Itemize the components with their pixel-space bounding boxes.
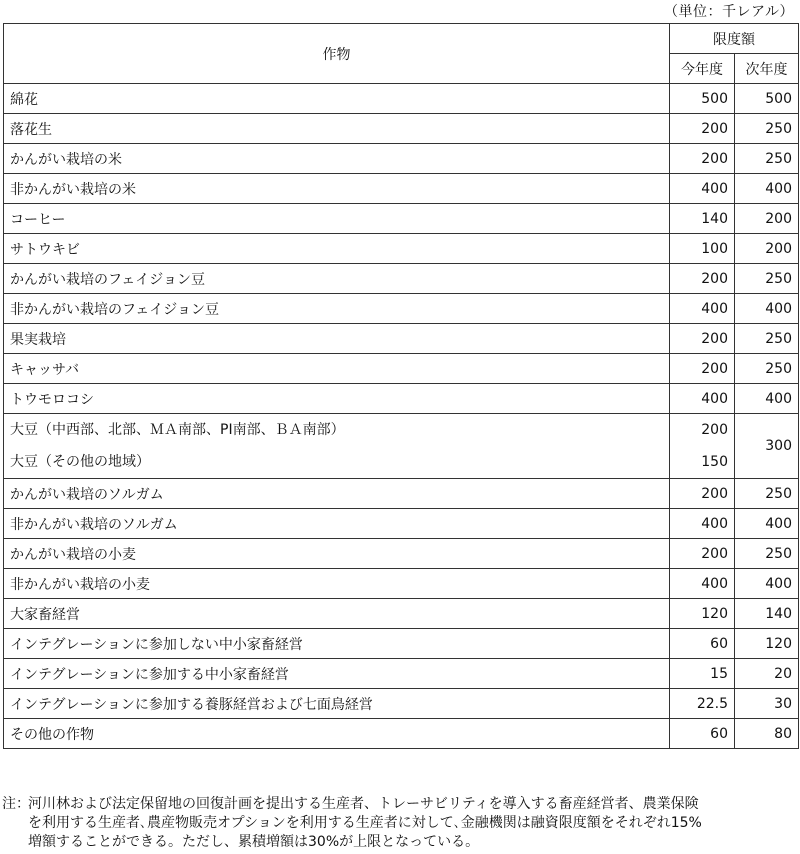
footnote-body: [28, 795, 798, 852]
next-year-value: 250: [735, 324, 799, 354]
next-year-value: 400: [735, 384, 799, 414]
crop-name: キャッサバ: [4, 354, 670, 384]
this-year-value: 15: [670, 659, 735, 689]
table-row: [4, 479, 799, 509]
soy-name-region-b: 大豆（その他の地域）: [10, 454, 150, 470]
crop-name: かんがい栽培のフェイジョン豆: [4, 264, 670, 294]
next-year-value: 250: [735, 114, 799, 144]
this-year-value: 200: [670, 479, 735, 509]
next-year-value: 120: [735, 629, 799, 659]
table-row: [4, 264, 799, 294]
footnote-label: 注：: [2, 796, 30, 812]
header-row: [4, 24, 799, 54]
next-year-value: 400: [735, 509, 799, 539]
table-row: [4, 659, 799, 689]
table-row: [4, 599, 799, 629]
unit-label: （単位：千レアル）: [664, 4, 794, 20]
soy-this-year-values: [670, 414, 735, 479]
next-year-value: 250: [735, 354, 799, 384]
footnote-line: 河川林および法定保留地の回復計画を提出する生産者、トレーサビリティを導入する畜産経営者、農業保険: [28, 796, 699, 812]
this-year-value: 60: [670, 629, 735, 659]
table-row: [4, 84, 799, 114]
this-year-value: 200: [670, 264, 735, 294]
footnote-line: 増額することができる。ただし、累積増額は30%が上限となっている。: [28, 834, 480, 850]
this-year-value: 400: [670, 174, 735, 204]
next-year-value: 140: [735, 599, 799, 629]
crop-name: かんがい栽培のソルガム: [4, 479, 670, 509]
crop-name: 綿花: [4, 84, 670, 114]
this-year-value: 400: [670, 569, 735, 599]
next-year-value: 300: [735, 414, 799, 479]
header-limit: 限度額: [670, 24, 799, 54]
table-row: [4, 144, 799, 174]
next-year-value: 80: [735, 719, 799, 749]
this-year-value: 400: [670, 384, 735, 414]
next-year-value: 200: [735, 234, 799, 264]
soy-crop-names: [4, 414, 670, 479]
table-row: [4, 234, 799, 264]
next-year-value: 200: [735, 204, 799, 234]
table-row: [4, 384, 799, 414]
crop-name: 落花生: [4, 114, 670, 144]
header-next-year: 次年度: [735, 54, 799, 84]
table-row: [4, 324, 799, 354]
crop-name: その他の作物: [4, 719, 670, 749]
table-row: [4, 354, 799, 384]
crop-name: インテグレーションに参加する中小家畜経営: [4, 659, 670, 689]
crop-name: インテグレーションに参加しない中小家畜経営: [4, 629, 670, 659]
crop-name: 非かんがい栽培のソルガム: [4, 509, 670, 539]
table-row: [4, 294, 799, 324]
crop-name: 非かんがい栽培の米: [4, 174, 670, 204]
table-row: [4, 204, 799, 234]
next-year-value: 250: [735, 264, 799, 294]
this-year-value: 100: [670, 234, 735, 264]
crop-name: 大家畜経営: [4, 599, 670, 629]
this-year-value: 200: [670, 144, 735, 174]
crop-name: 非かんがい栽培のフェイジョン豆: [4, 294, 670, 324]
table-row: [4, 569, 799, 599]
this-year-value: 200: [701, 422, 728, 438]
this-year-value: 150: [701, 454, 728, 470]
next-year-value: 250: [735, 539, 799, 569]
footnote-line: を利用する生産者､農産物販売オプションを利用する生産者に対して､金融機関は融資限度額をそれぞれ15%: [28, 815, 702, 831]
crop-name: サトウキビ: [4, 234, 670, 264]
soy-name-region-a: 大豆（中西部、北部、ＭＡ南部、PI南部、ＢＡ南部）: [10, 422, 345, 438]
next-year-value: 250: [735, 144, 799, 174]
credit-limit-table: [3, 23, 799, 749]
table-row: [4, 539, 799, 569]
crop-name: インテグレーションに参加する養豚経営および七面鳥経営: [4, 689, 670, 719]
this-year-value: 400: [670, 509, 735, 539]
table-row: [4, 689, 799, 719]
this-year-value: 200: [670, 354, 735, 384]
this-year-value: 200: [670, 324, 735, 354]
next-year-value: 250: [735, 479, 799, 509]
crop-name: かんがい栽培の米: [4, 144, 670, 174]
crop-name: 非かんがい栽培の小麦: [4, 569, 670, 599]
this-year-value: 200: [670, 114, 735, 144]
crop-name: コーヒー: [4, 204, 670, 234]
this-year-value: 22.5: [670, 689, 735, 719]
next-year-value: 500: [735, 84, 799, 114]
footnote: [2, 795, 798, 852]
this-year-value: 200: [670, 539, 735, 569]
table-row: [4, 114, 799, 144]
next-year-value: 400: [735, 294, 799, 324]
next-year-value: 20: [735, 659, 799, 689]
this-year-value: 140: [670, 204, 735, 234]
this-year-value: 60: [670, 719, 735, 749]
this-year-value: 500: [670, 84, 735, 114]
next-year-value: 400: [735, 569, 799, 599]
header-this-year: 今年度: [670, 54, 735, 84]
table-row: [4, 174, 799, 204]
soy-row: [4, 414, 799, 479]
table-row: [4, 629, 799, 659]
header-crop: 作物: [4, 24, 670, 84]
this-year-value: 120: [670, 599, 735, 629]
crop-name: トウモロコシ: [4, 384, 670, 414]
this-year-value: 400: [670, 294, 735, 324]
next-year-value: 400: [735, 174, 799, 204]
table-row: [4, 509, 799, 539]
next-year-value: 30: [735, 689, 799, 719]
crop-name: かんがい栽培の小麦: [4, 539, 670, 569]
table-row: [4, 719, 799, 749]
crop-name: 果実栽培: [4, 324, 670, 354]
